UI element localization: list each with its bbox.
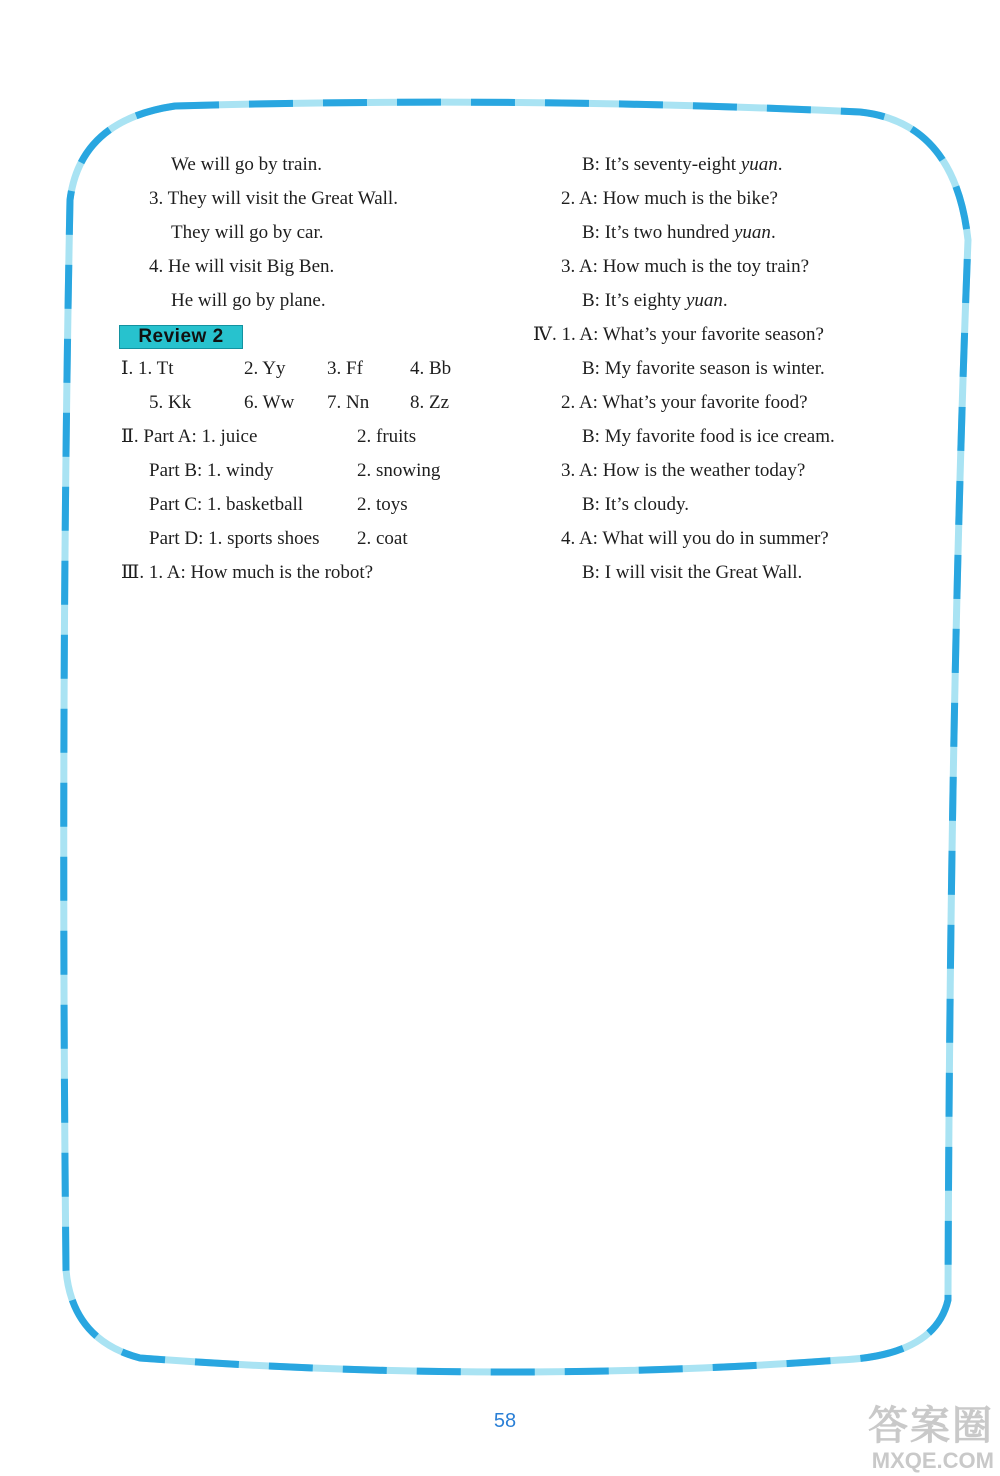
punctuation: . bbox=[722, 290, 728, 311]
section-4-line: 3. A: How is the weather today? bbox=[561, 460, 806, 481]
watermark-logo bbox=[868, 1406, 994, 1472]
answer-line bbox=[582, 154, 783, 176]
answer-line: 3. They will visit the Great Wall. bbox=[149, 188, 398, 209]
section-4-line: B: My favorite food is ice cream. bbox=[582, 426, 835, 447]
currency-unit: yuan bbox=[740, 154, 778, 175]
section-4-line: 4. A: What will you do in summer? bbox=[561, 528, 829, 549]
page-number: 58 bbox=[493, 1410, 517, 1432]
answer-line: 2. A: How much is the bike? bbox=[561, 188, 778, 209]
section-4-line: Ⅳ. 1. A: What’s your favorite season? bbox=[533, 324, 824, 345]
answer-text: B: It’s seventy-eight bbox=[582, 154, 737, 175]
section-1-item: 5. Kk bbox=[149, 392, 192, 413]
section-1-item: 6. Ww bbox=[244, 392, 295, 413]
section-4-line: B: It’s cloudy. bbox=[582, 494, 689, 515]
watermark-text: 答案圈 bbox=[868, 1404, 994, 1448]
section-4-line: B: My favorite season is winter. bbox=[582, 358, 825, 379]
section-2-second: 2. fruits bbox=[357, 426, 417, 447]
review-heading-badge: Review 2 bbox=[119, 325, 243, 349]
section-2-part: Part C: 1. basketball bbox=[149, 494, 304, 515]
section-4-line: B: I will visit the Great Wall. bbox=[582, 562, 803, 583]
currency-unit: yuan bbox=[685, 290, 723, 311]
section-2-part: Ⅱ. Part A: 1. juice bbox=[121, 426, 258, 447]
answer-text: B: It’s eighty bbox=[582, 290, 682, 311]
section-2-second: 2. coat bbox=[357, 528, 408, 549]
section-2-second: 2. snowing bbox=[357, 460, 441, 481]
answer-line: We will go by train. bbox=[171, 154, 322, 175]
answer-line bbox=[582, 290, 728, 312]
answer-line: 4. He will visit Big Ben. bbox=[149, 256, 335, 277]
answer-line: He will go by plane. bbox=[171, 290, 326, 311]
answer-text: B: It’s two hundred bbox=[582, 222, 730, 243]
section-1-item: 7. Nn bbox=[327, 392, 370, 413]
section-2-second: 2. toys bbox=[357, 494, 408, 515]
section-4-line: 2. A: What’s your favorite food? bbox=[561, 392, 808, 413]
section-2-part: Part D: 1. sports shoes bbox=[149, 528, 320, 549]
punctuation: . bbox=[777, 154, 783, 175]
section-1-item: 4. Bb bbox=[410, 358, 452, 379]
answer-line: They will go by car. bbox=[171, 222, 324, 243]
section-1-item: Ⅰ. 1. Tt bbox=[121, 358, 174, 379]
section-1-item: 2. Yy bbox=[244, 358, 286, 379]
section-2-part: Part B: 1. windy bbox=[149, 460, 274, 481]
section-3-line: Ⅲ. 1. A: How much is the robot? bbox=[121, 562, 374, 583]
answer-line bbox=[582, 222, 776, 244]
punctuation: . bbox=[770, 222, 776, 243]
section-1-item: 3. Ff bbox=[327, 358, 363, 379]
answer-line: 3. A: How much is the toy train? bbox=[561, 256, 810, 277]
section-1-item: 8. Zz bbox=[410, 392, 450, 413]
watermark-url: MXQE.COM bbox=[871, 1448, 994, 1473]
currency-unit: yuan bbox=[734, 222, 771, 243]
